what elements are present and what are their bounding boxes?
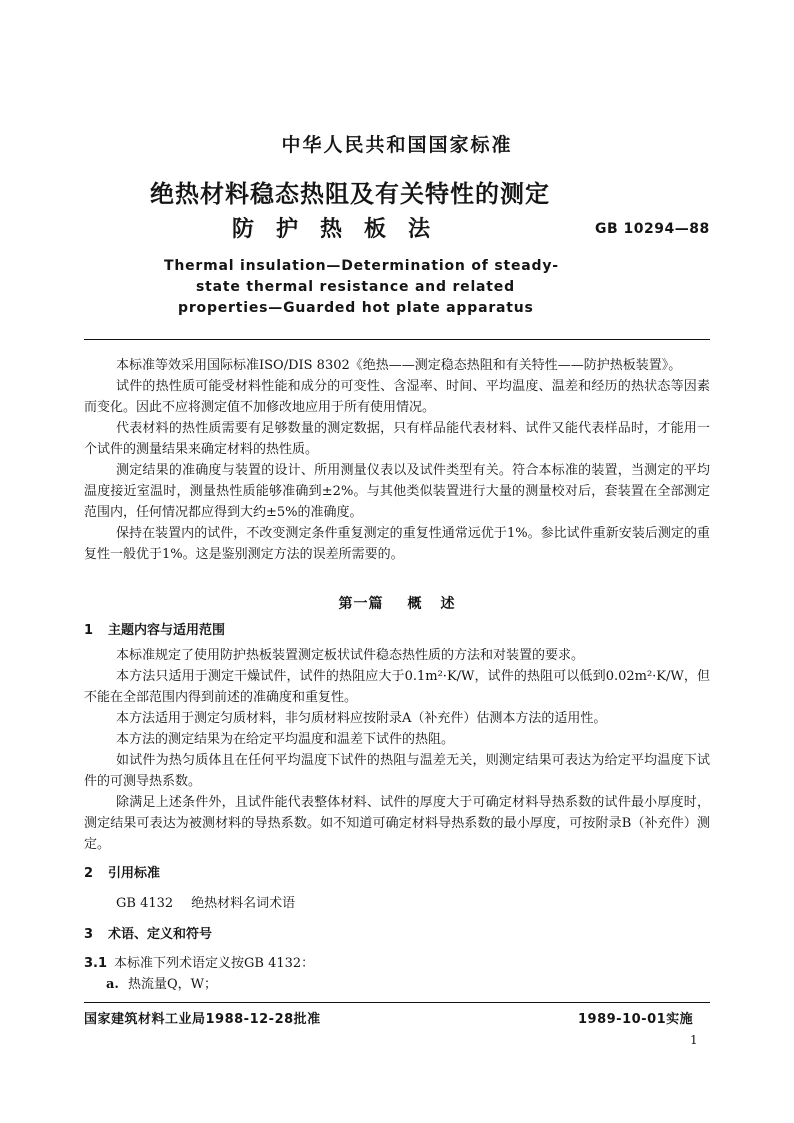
part-label: 第一篇	[338, 596, 384, 612]
list-item	[106, 973, 217, 992]
part-title	[0, 593, 794, 613]
section-number: 2	[84, 866, 94, 881]
page-number: 1	[690, 1033, 698, 1047]
list-item-text: 热流量Q，W；	[128, 977, 218, 992]
section-2-heading	[84, 862, 160, 881]
list-item-label: a.	[106, 977, 119, 992]
section-title: 主题内容与适用范围	[108, 623, 226, 638]
approval-line: 国家建筑材料工业局1988-12-28批准	[84, 1012, 321, 1027]
section-paragraph: 如试件为热匀质体且在任何平均温度下试件的热阻与温差无关，则测定结果可表达为给定平均温度下试件的可测导热系数。	[84, 753, 710, 789]
ref-code: GB 4132	[116, 896, 174, 911]
section-number: 3	[84, 927, 94, 942]
section-1-heading	[84, 619, 225, 638]
ref-title: 绝热材料名词术语	[191, 896, 296, 911]
section-paragraph: 本方法适用于测定匀质材料，非匀质材料应按附录A（补充件）估测本方法的适用性。	[116, 711, 607, 726]
section-paragraph: 除满足上述条件外，且试件能代表整体材料、试件的厚度大于可确定材料导热系数的试件最小厚度时，测定结果可表达为被测材料的导热系数。如不知道可确定材料导热系数的最小厚度，可按附录B（补充件）测定。	[84, 795, 710, 852]
intro-section	[84, 355, 710, 565]
intro-paragraph: 保持在装置内的试件，不改变测定条件重复测定的重复性通常远优于1%。参比试件重新安装后测定的重复性一般优于1%。这是鉴别测定方法的误差所需要的。	[84, 526, 710, 562]
section-title: 引用标准	[108, 866, 161, 881]
section-paragraph: 本方法的测定结果为在给定平均温度和温差下试件的热阻。	[116, 732, 455, 747]
subsection-number: 3.1	[84, 956, 108, 971]
section-number: 1	[84, 623, 94, 638]
subsection-text: 本标准下列术语定义按GB 4132：	[114, 956, 315, 971]
section-title: 术语、定义和符号	[108, 927, 213, 942]
intro-paragraph: 试件的热性质可能受材料性能和成分的可变性、含湿率、时间、平均温度、温差和经历的热状态等因素而变化。因此不应将测定值不加修改地应用于所有使用情况。	[84, 379, 710, 415]
title-chinese-line2: 防护热板法	[232, 217, 453, 242]
part-title-char: 概	[407, 596, 423, 612]
intro-paragraph: 测定结果的准确度与装置的设计、所用测量仪表以及试件类型有关。符合本标准的装置，当测定的平均温度接近室温时，测量热性质能够准确到±2%。与其他类似装置进行大量的测量校对后，套装置在全部测定范围内，任何情况都应得到大约±5%的准确度。	[84, 463, 710, 520]
title-english-line2: state thermal resistance and related	[196, 279, 515, 295]
subsection-3-1	[84, 952, 314, 971]
section-3-heading	[84, 923, 212, 942]
standard-code: GB 10294—88	[595, 221, 710, 237]
implementation-date: 1989-10-01实施	[578, 1012, 694, 1027]
referenced-standard	[116, 892, 295, 911]
part-title-char: 述	[440, 596, 456, 612]
title-chinese-line1: 绝热材料稳态热阻及有关特性的测定	[150, 180, 550, 208]
title-english-line3: properties—Guarded hot plate apparatus	[178, 300, 534, 316]
intro-paragraph: 代表材料的热性质需要有足够数量的测定数据，只有样品能代表材料、试件又能代表样品时，才能用一个试件的测量结果来确定材料的热性质。	[84, 421, 710, 457]
section-paragraph: 本标准规定了使用防护热板装置测定板状试件稳态热性质的方法和对装置的要求。	[116, 648, 585, 663]
header-divider	[84, 339, 710, 340]
national-standard-header: 中华人民共和国国家标准	[281, 134, 513, 156]
section-1-body	[84, 645, 710, 855]
intro-paragraph: 本标准等效采用国际标准ISO/DIS 8302《绝热——测定稳态热阻和有关特性——防护热板装置》。	[116, 358, 682, 373]
footer-divider	[84, 1002, 710, 1003]
title-english-line1: Thermal insulation—Determination of steady-	[164, 258, 559, 274]
section-paragraph: 本方法只适用于测定干燥试件，试件的热阻应大于0.1m²·K/W，试件的热阻可以低到0.02m²·K/W，但不能在全部范围内得到前述的准确度和重复性。	[84, 669, 710, 705]
